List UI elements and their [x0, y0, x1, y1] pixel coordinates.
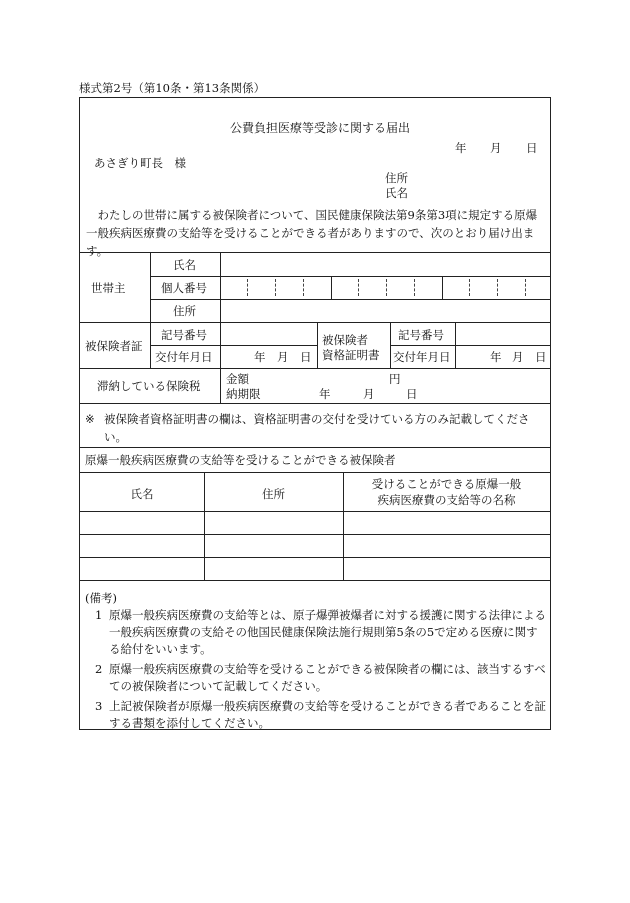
household-address-label: 住所 [173, 304, 196, 318]
household-name-label: 氏名 [173, 258, 196, 272]
tax-label: 滞納している保険税 [97, 379, 201, 393]
household-head-label: 世帯主 [91, 281, 126, 295]
date-day-label: 日 [526, 141, 538, 155]
table-row[interactable] [80, 512, 550, 534]
remark-text: 原爆一般疾病医療費の支給等とは、原子爆弾被爆者に対する援護に関する法律による一般疾病医療費の支給その他国民健康保険法施行規則第5条の5で定める医療に関する給付をいいます。 [109, 608, 546, 656]
qualification-cert-issue-day: 日 [535, 350, 547, 364]
qualification-cert-label-line1: 被保険者 [322, 333, 368, 347]
insurance-card-issue-day: 日 [300, 350, 312, 364]
statement-text: わたしの世帯に属する被保険者について、国民健康保険法第9条第3項に規定する原爆一般疾病医療費の支給等を受けることができる者がありますので、次のとおり届け出ます。 [86, 208, 538, 258]
remarks-title: (備考) [85, 591, 117, 605]
column-benefit-line1: 受けることができる原爆一般 [371, 477, 522, 491]
insurance-card-code-field[interactable] [221, 323, 317, 345]
form-title: 公費負担医療等受診に関する届出 [230, 121, 411, 135]
insurance-card-label: 被保険者証 [85, 339, 143, 353]
tax-amount-label: 金額 [226, 372, 249, 386]
household-name-field[interactable] [221, 253, 550, 275]
table-row[interactable] [80, 558, 550, 580]
column-address: 住所 [262, 487, 285, 501]
qualification-cert-issue-year: 年 [490, 350, 502, 364]
insurance-card-issue-month: 月 [277, 350, 289, 364]
table-row[interactable] [80, 535, 550, 557]
tax-deadline-month: 月 [363, 387, 375, 401]
remark-number: 2 [95, 662, 103, 676]
household-number-field[interactable] [221, 277, 550, 299]
insurance-card-code-label: 記号番号 [161, 328, 207, 342]
column-name: 氏名 [130, 487, 154, 501]
date-month-label: 月 [490, 141, 502, 155]
column-benefit-line2: 疾病医療費の支給等の名称 [377, 493, 516, 507]
remark-number: 3 [95, 699, 103, 713]
qualification-cert-issue-month: 月 [512, 350, 524, 364]
tax-deadline-year: 年 [319, 387, 331, 401]
insurance-card-issue-year: 年 [254, 350, 266, 364]
qualification-cert-label-line2: 資格証明書 [322, 348, 380, 362]
remark-number: 1 [95, 608, 103, 622]
tax-yen-label: 円 [389, 372, 401, 386]
household-address-field[interactable] [221, 300, 550, 322]
notification-form [79, 97, 551, 730]
qualification-cert-code-field[interactable] [456, 323, 550, 345]
form-number: 様式第2号（第10条・第13条関係） [79, 81, 266, 95]
note-mark: ※ [85, 412, 95, 426]
note-text: 被保険者資格証明書の欄は、資格証明書の交付を受けている方のみ記載してください。 [104, 412, 530, 444]
applicant-address-label: 住所 [385, 171, 408, 185]
insurance-card-issue-label: 交付年月日 [155, 350, 213, 364]
remark-text: 原爆一般疾病医療費の支給等を受けることができる被保険者の欄には、該当するすべての被保険者について記載してください。 [109, 662, 546, 693]
remark-text: 上記被保険者が原爆一般疾病医療費の支給等を受けることができる者であることを証する書類を添付してください。 [109, 699, 546, 730]
household-number-label: 個人番号 [161, 281, 207, 295]
qualification-cert-issue-label: 交付年月日 [393, 350, 451, 364]
date-year-label: 年 [455, 141, 467, 155]
qualification-cert-code-label: 記号番号 [398, 328, 444, 342]
section-title: 原爆一般疾病医療費の支給等を受けることができる被保険者 [85, 453, 396, 467]
addressee: あさぎり町長 様 [94, 156, 186, 170]
tax-deadline-day: 日 [406, 387, 418, 401]
applicant-name-label: 氏名 [385, 186, 408, 200]
tax-deadline-label: 納期限 [226, 387, 261, 401]
